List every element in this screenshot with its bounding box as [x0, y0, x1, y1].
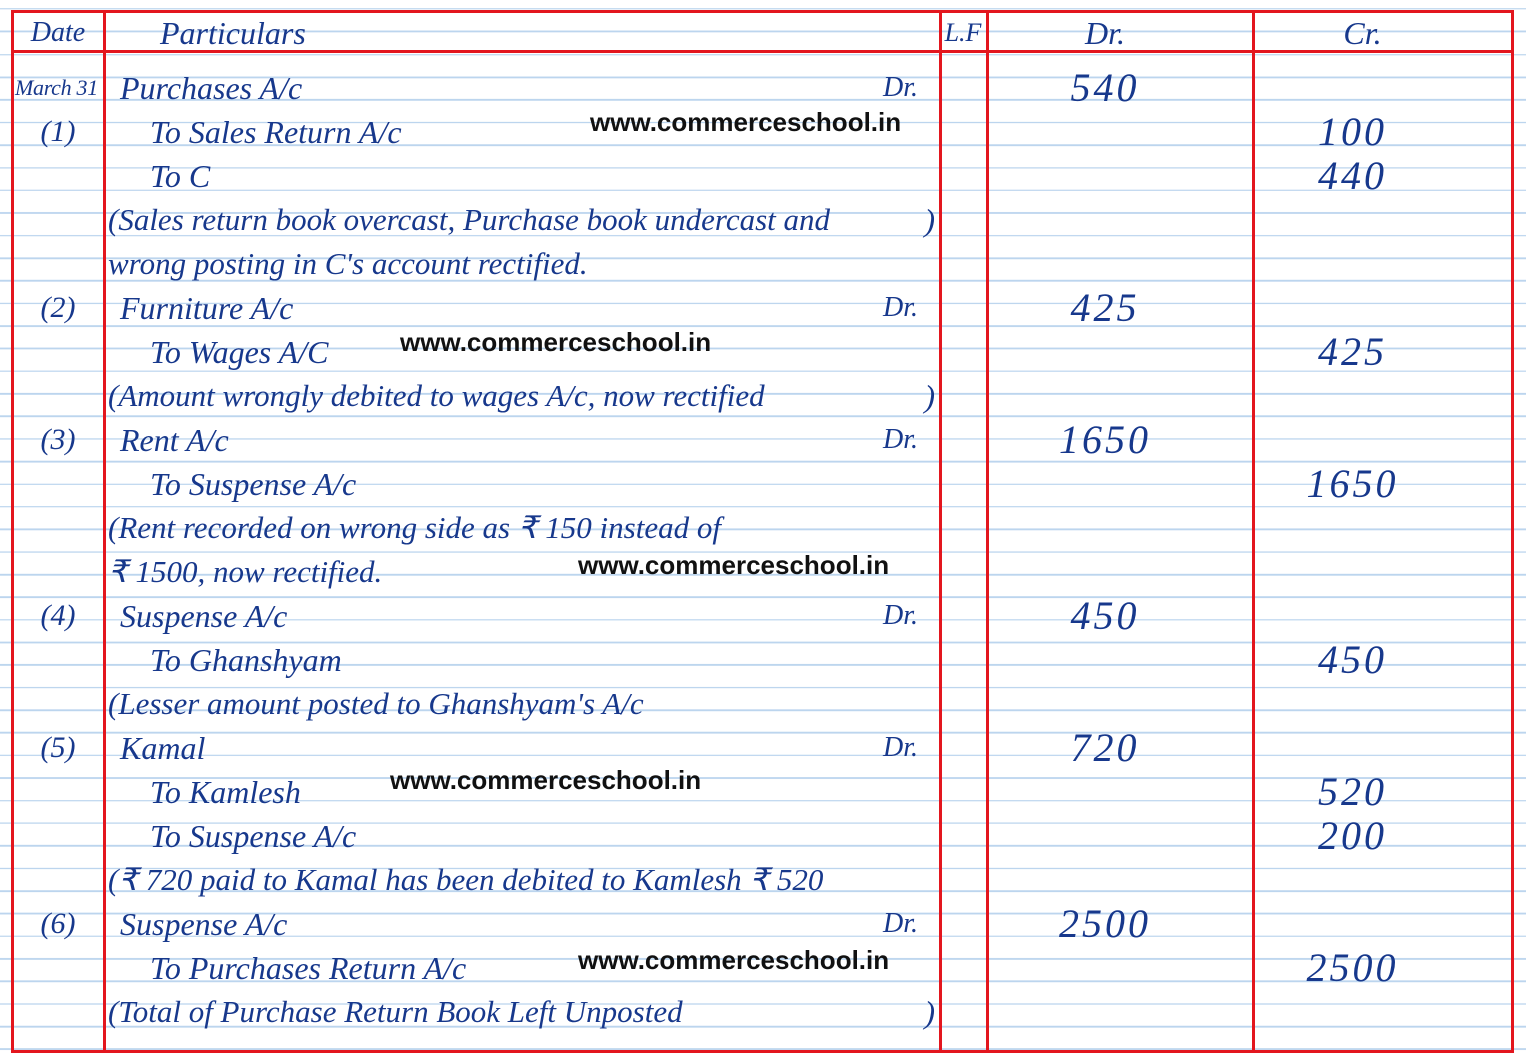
dr-mark: Dr.: [882, 72, 918, 103]
credit-account: To Kamlesh: [150, 774, 301, 810]
watermark-text: www.commerceschool.in: [590, 107, 902, 137]
credit-row: [0, 814, 1526, 858]
credit-amount: 425: [1318, 329, 1387, 374]
debit-amount: 540: [1070, 65, 1140, 110]
narration-row: [0, 506, 1526, 550]
debit-account: Rent A/c: [120, 422, 229, 458]
credit-amount: 200: [1318, 813, 1387, 858]
watermark-text: www.commerceschool.in: [578, 550, 890, 580]
narration-line: (Lesser amount posted to Ghanshyam's A/c: [108, 686, 644, 721]
dr-mark: Dr.: [882, 908, 918, 939]
debit-row: [0, 286, 1526, 330]
credit-row: [0, 327, 1526, 374]
debit-row: [0, 418, 1526, 462]
narration-line: (₹ 720 paid to Kamal has been debited to Kamlesh ₹ 520: [108, 862, 824, 897]
narration-row: [0, 374, 1526, 418]
debit-amount: 1650: [1059, 417, 1151, 462]
debit-column-header: Dr.: [1084, 15, 1125, 51]
credit-amount: 440: [1318, 153, 1387, 198]
credit-account: To Purchases Return A/c: [150, 950, 467, 986]
debit-row: [0, 66, 1526, 110]
watermark-text: www.commerceschool.in: [400, 327, 712, 357]
narration-row: [0, 858, 1526, 902]
dr-mark: Dr.: [882, 424, 918, 455]
narration-close-paren: ): [924, 378, 935, 414]
narration-row: [0, 242, 1526, 286]
credit-row: [0, 462, 1526, 506]
debit-account: Suspense A/c: [120, 598, 288, 634]
credit-column-header: Cr.: [1343, 15, 1382, 51]
entry-number: (3): [40, 423, 76, 456]
credit-account: To Wages A/C: [150, 334, 329, 370]
narration-row: [0, 990, 1526, 1034]
debit-amount: 720: [1070, 725, 1140, 770]
narration-line: (Total of Purchase Return Book Left Unposted: [108, 994, 683, 1029]
dr-mark: Dr.: [882, 600, 918, 631]
entry-number: (4): [40, 599, 76, 632]
narration-line: (Amount wrongly debited to wages A/c, now rectified: [108, 378, 765, 413]
watermark-text: www.commerceschool.in: [390, 765, 702, 795]
lf-column-header: L.F: [944, 18, 982, 47]
narration-line: wrong posting in C's account rectified.: [108, 246, 588, 281]
narration-line: ₹ 1500, now rectified.: [108, 554, 383, 589]
debit-row: [0, 902, 1526, 946]
dr-mark: Dr.: [882, 732, 918, 763]
credit-amount: 1650: [1306, 461, 1399, 506]
debit-amount: 425: [1070, 285, 1140, 330]
debit-amount: 450: [1070, 593, 1140, 638]
credit-amount: 450: [1318, 637, 1387, 682]
narration-line: (Rent recorded on wrong side as ₹ 150 instead of: [108, 510, 721, 545]
entry-number: (1): [40, 115, 76, 148]
credit-amount: 2500: [1306, 945, 1399, 990]
entry-date: March 31: [15, 75, 98, 100]
debit-account: Purchases A/c: [120, 70, 303, 106]
particulars-column-header: Particulars: [160, 15, 306, 51]
watermark-text: www.commerceschool.in: [578, 945, 890, 975]
credit-account: To Sales Return A/c: [150, 114, 402, 150]
entry-number: (2): [40, 291, 76, 324]
debit-amount: 2500: [1059, 901, 1151, 946]
credit-amount: 100: [1318, 109, 1387, 154]
dr-mark: Dr.: [882, 292, 918, 323]
credit-row: [0, 154, 1526, 198]
debit-account: Suspense A/c: [120, 906, 288, 942]
credit-account: To Suspense A/c: [150, 466, 357, 502]
debit-account: Furniture A/c: [120, 290, 294, 326]
credit-row: [0, 770, 1526, 814]
debit-row: [0, 594, 1526, 638]
narration-line: (Sales return book overcast, Purchase book undercast and: [108, 202, 831, 237]
narration-close-paren: ): [924, 202, 935, 238]
credit-account: To Ghanshyam: [150, 642, 342, 678]
credit-account: To C: [150, 158, 211, 194]
narration-row: [0, 198, 1526, 242]
entry-number: (5): [40, 731, 76, 764]
debit-row: [0, 726, 1526, 770]
credit-amount: 520: [1318, 769, 1387, 814]
date-column-header: Date: [30, 17, 86, 48]
debit-account: Kamal: [120, 730, 206, 766]
credit-account: To Suspense A/c: [150, 818, 357, 854]
narration-close-paren: ): [924, 994, 935, 1030]
entry-number: (6): [40, 907, 76, 940]
narration-row: [0, 682, 1526, 726]
credit-row: [0, 638, 1526, 682]
